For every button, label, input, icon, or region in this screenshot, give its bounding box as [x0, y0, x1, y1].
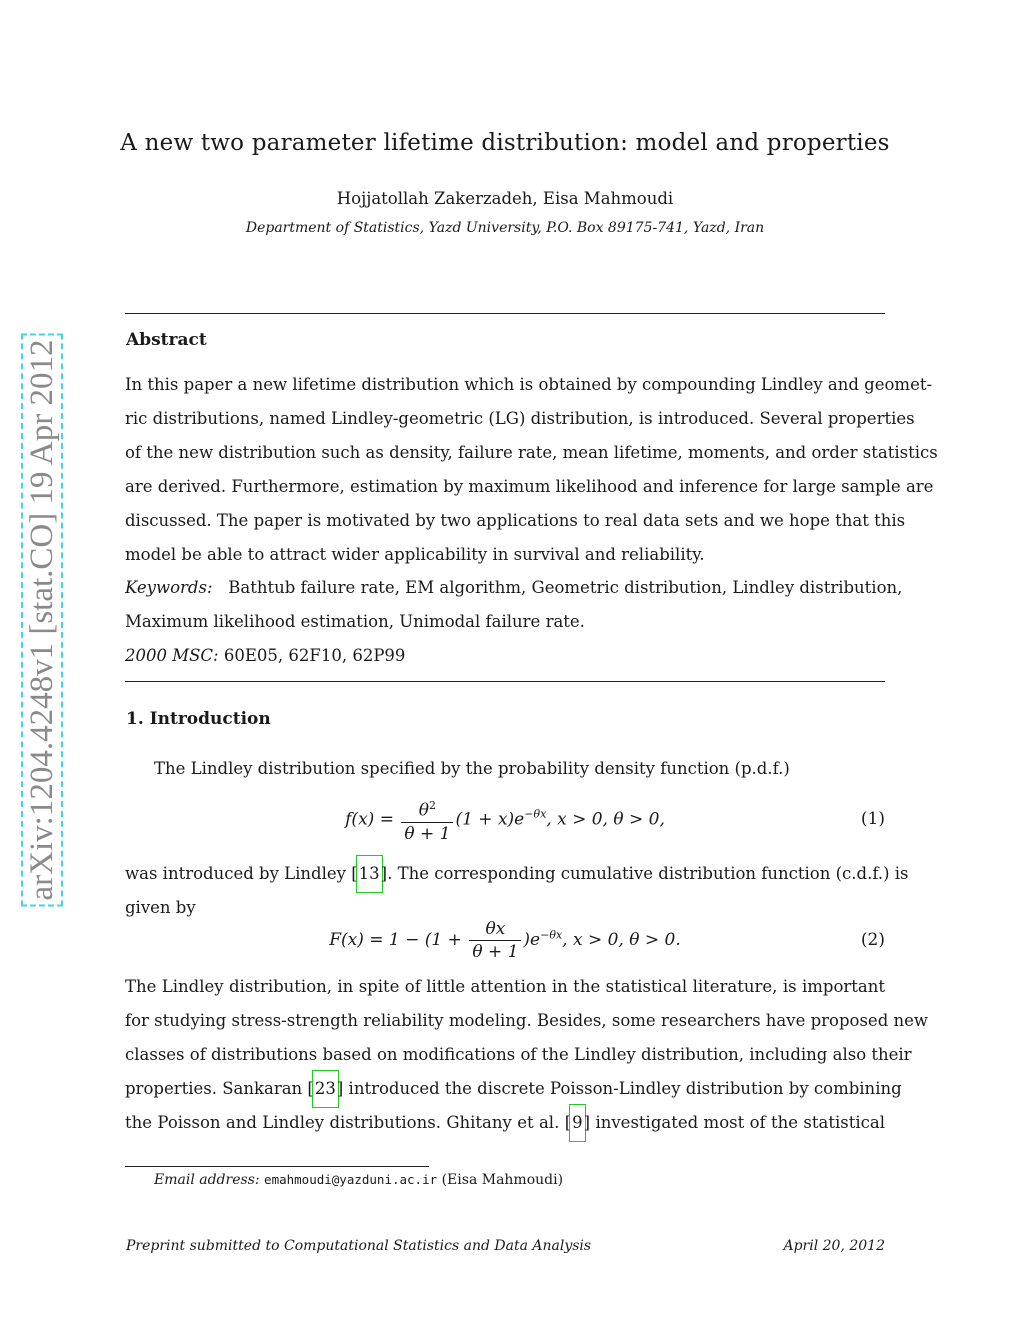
equation-1-number: (1): [860, 809, 885, 829]
affiliation: Department of Statistics, Yazd University, P.O. Box 89175-741, Yazd, Iran: [245, 220, 765, 236]
footer-journal: Preprint submitted to Computational Statistics and Data Analysis: [126, 1238, 592, 1254]
footnote-label: Email address:: [154, 1172, 260, 1188]
abstract-line: ric distributions, named Lindley-geometric (LG) distribution, is introduced. Several properties: [125, 409, 915, 428]
keywords-text: Bathtub failure rate, EM algorithm, Geometric distribution, Lindley distribution,: [228, 578, 903, 597]
abstract-heading: Abstract: [126, 330, 207, 350]
footnote-rule: [125, 1166, 429, 1167]
authors: Hojjatollah Zakerzadeh, Eisa Mahmoudi: [336, 189, 674, 208]
citation-23[interactable]: 23: [314, 1072, 337, 1106]
abstract-line: are derived. Furthermore, estimation by maximum likelihood and inference for large sample are: [125, 477, 934, 496]
equation-2-formula: F(x) = 1 − (1 + $\frac{\theta x}{\theta + 1}$ )$e^{-\theta x}$, x > 0, θ > 0.: [329, 919, 681, 962]
msc: [125, 639, 885, 673]
keywords-text-2: Maximum likelihood estimation, Unimodal failure rate.: [125, 612, 585, 631]
abstract-line: In this paper a new lifetime distribution which is obtained by compounding Lindley and geomet-: [125, 375, 933, 394]
footer-date: April 20, 2012: [783, 1238, 885, 1254]
equation-1-formula: f(x) = $\frac{\theta^2}{\theta + 1}$ $(1 + x)e^{-\theta x}$, x > 0, θ > 0,: [125, 795, 885, 845]
abstract-line: discussed. The paper is motivated by two applications to real data sets and we hope that this: [125, 511, 906, 530]
equation-1: [125, 795, 885, 847]
msc-codes: 60E05, 62F10, 62P99: [223, 646, 406, 665]
abstract-line: model be able to attract wider applicability in survival and reliability.: [125, 545, 705, 564]
keywords-label: Keywords:: [125, 578, 213, 597]
footnote: [154, 1172, 563, 1188]
intro-paragraph-1: was introduced by Lindley [13]. The corresponding cumulative distribution function (c.d.f.) is given by: [125, 857, 885, 925]
equation-2: [125, 918, 885, 964]
section-heading-introduction: 1. Introduction: [126, 709, 271, 729]
msc-label: 2000 MSC:: [125, 646, 219, 665]
intro-paragraph-2: The Lindley distribution, in spite of little attention in the statistical literature, is important for studying stress-strength reliability modeling. Besides, some researchers have proposed new classes of distributions based on modifications of the Lindley distribution, including also their properties. Sankaran [23] introduced the discrete Poisson-Lindley distribution by combining the Poisson and Lindley distributions. Ghitany et al. [9] investigated most of the statistical: [125, 970, 885, 1140]
abstract-line: of the new distribution such as density, failure rate, mean lifetime, moments, and order statistics: [125, 443, 938, 462]
paper-title: A new two parameter lifetime distribution: model and properties: [120, 130, 890, 156]
citation-9[interactable]: 9: [571, 1106, 584, 1140]
keywords: [125, 571, 903, 639]
intro-lead-text: The Lindley distribution specified by the probability density function (p.d.f.): [154, 759, 790, 778]
arxiv-stamp-text[interactable]: arXiv:1204.4248v1 [stat.CO] 19 Apr 2012: [21, 334, 63, 907]
footnote-email[interactable]: emahmoudi@yazduni.ac.ir: [264, 1172, 438, 1187]
citation-13[interactable]: 13: [358, 857, 381, 891]
abstract-bottom-rule: [125, 681, 885, 682]
arxiv-stamp: [14, 320, 74, 920]
footnote-name: (Eisa Mahmoudi): [441, 1172, 564, 1188]
equation-2-number: (2): [860, 930, 885, 950]
abstract-top-rule: [125, 313, 885, 314]
abstract-body: [125, 368, 938, 572]
